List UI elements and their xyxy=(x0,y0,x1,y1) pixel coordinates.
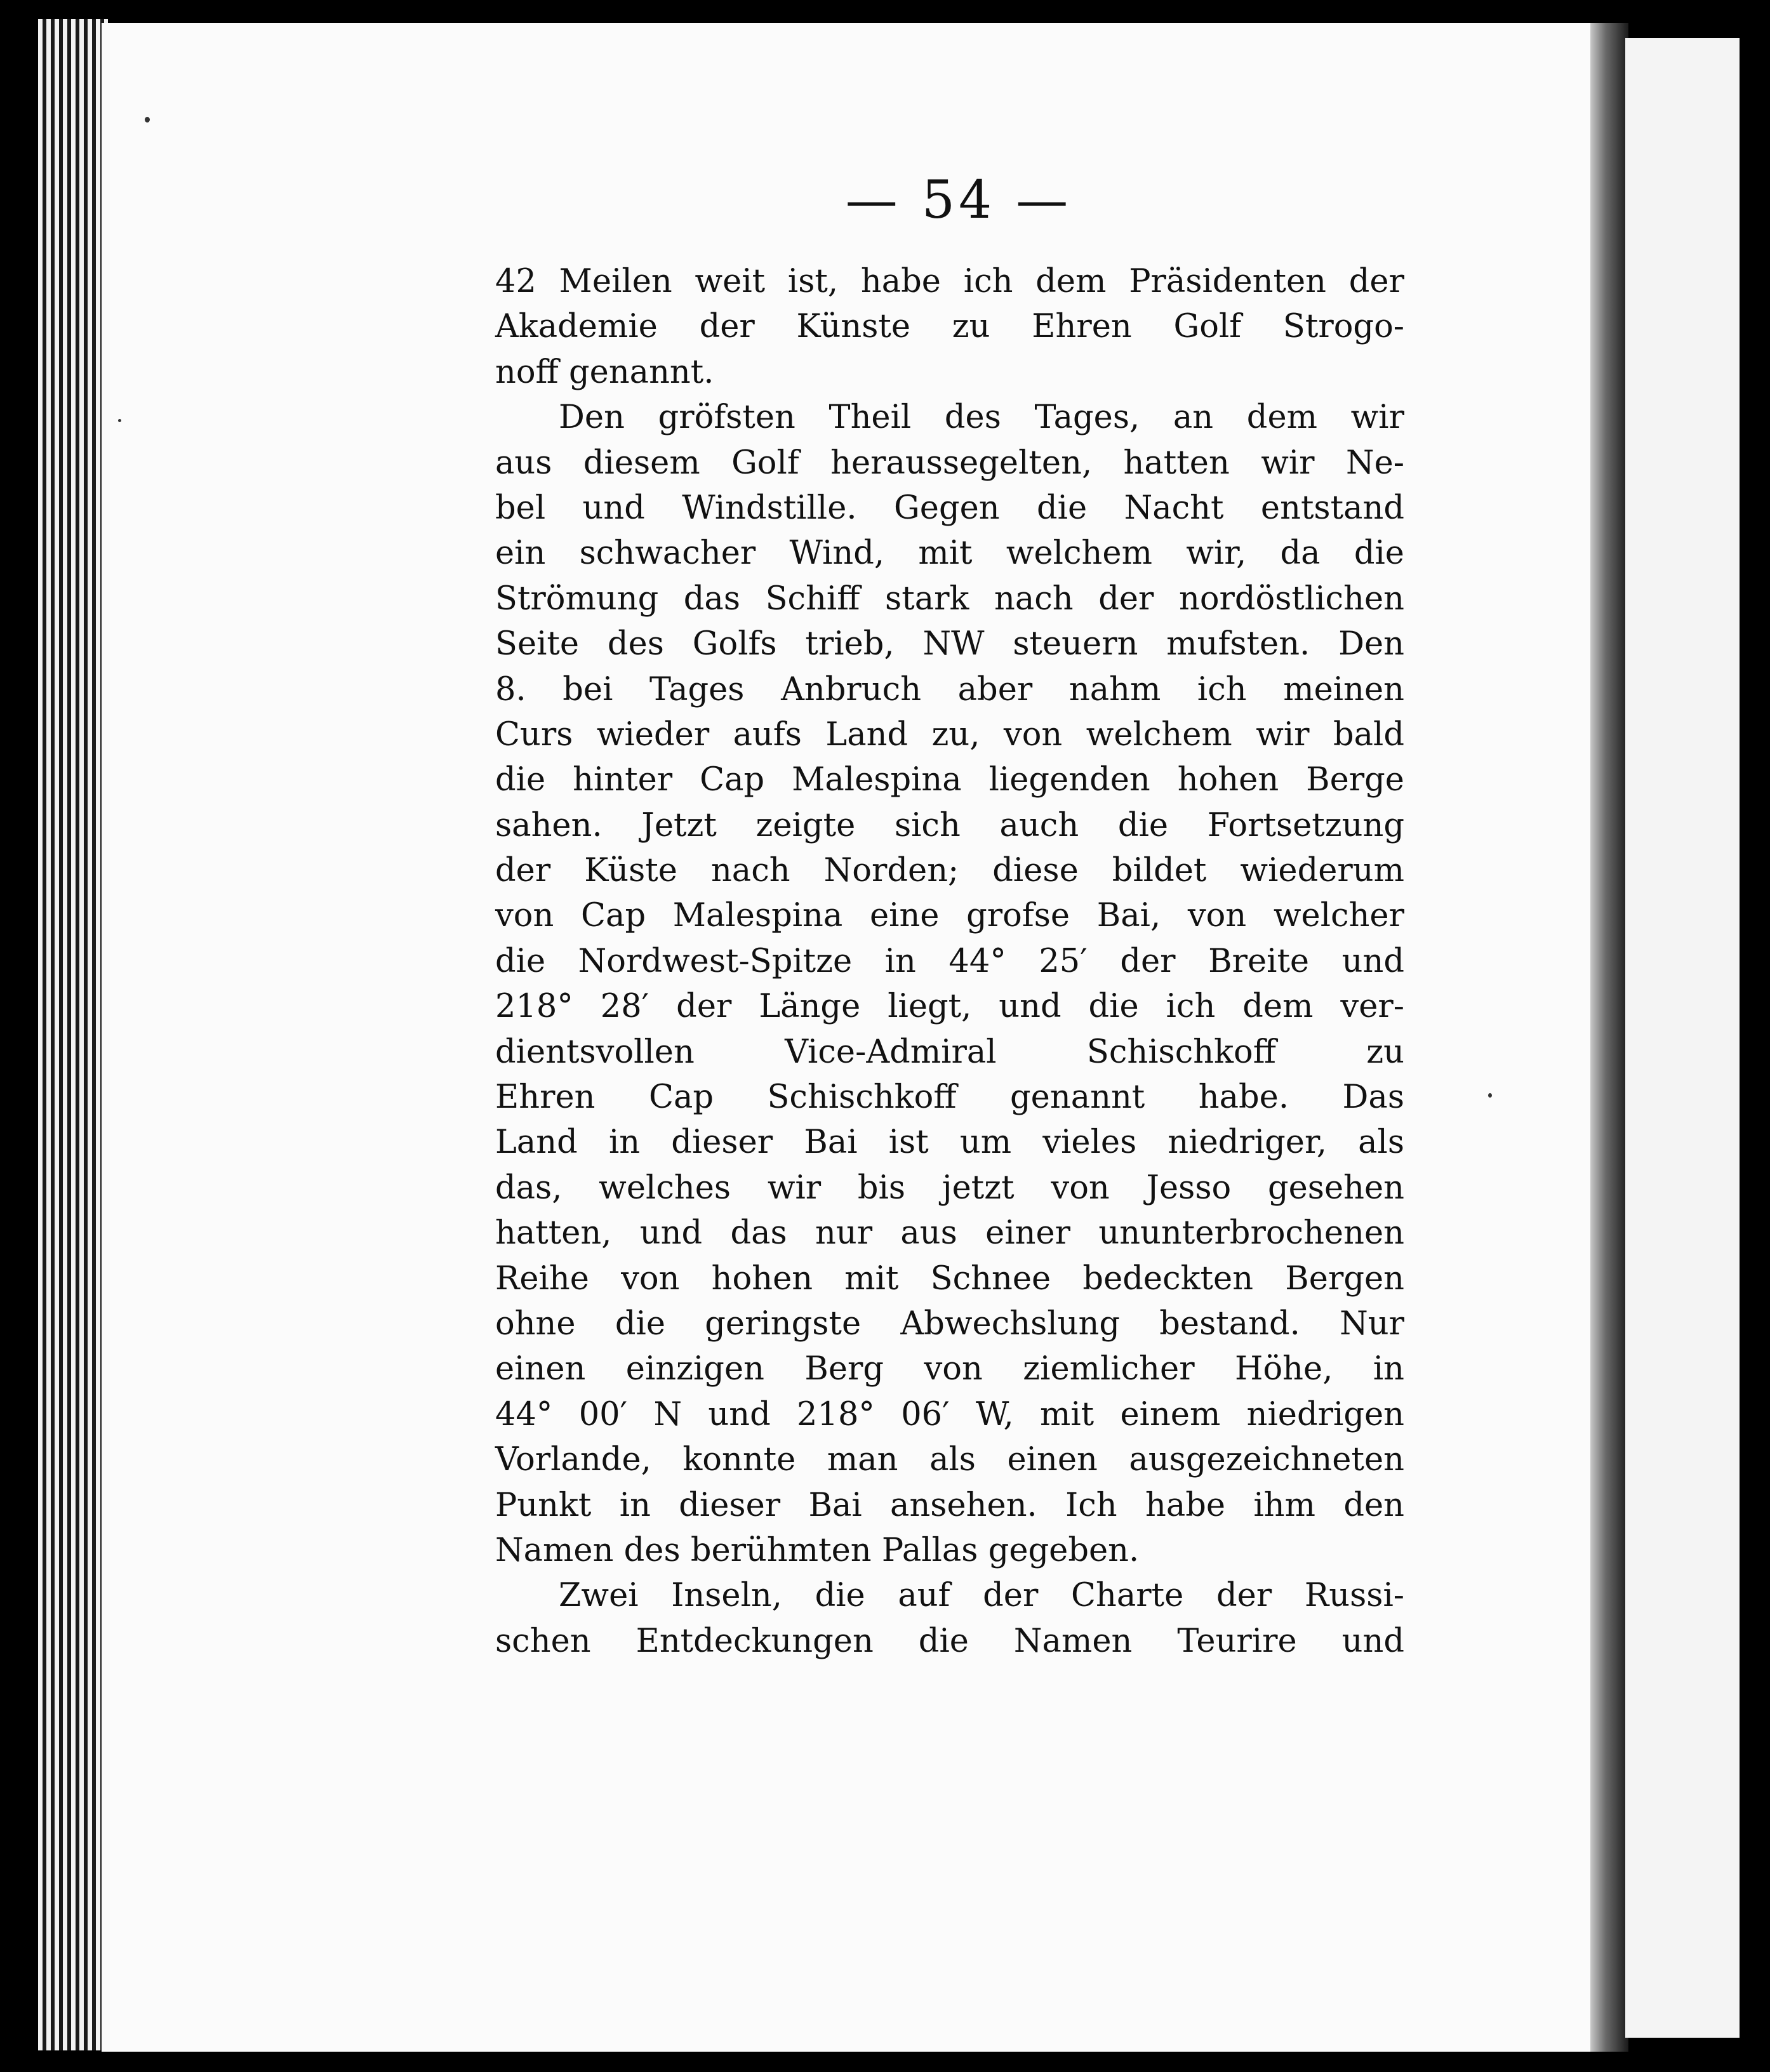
text-line: hatten, und das nur aus einer ununterbrochenen xyxy=(495,1214,1404,1252)
text-line: sahen. Jetzt zeigte sich auch die Fortsetzung xyxy=(495,806,1404,844)
text-line: Zwei Inseln, die auf der Charte der Russi- xyxy=(559,1577,1404,1615)
text-line: ohne die geringste Abwechslung bestand. Nur xyxy=(495,1305,1404,1343)
text-line: 44° 00′ N und 218° 06′ W, mit einem niedrigen xyxy=(495,1395,1404,1433)
text-line: die hinter Cap Malespina liegenden hohen Berge xyxy=(495,761,1404,799)
text-line: Ehren Cap Schischkoff genannt habe. Das xyxy=(495,1079,1404,1117)
text-line: 8. bei Tages Anbruch aber nahm ich meinen xyxy=(495,670,1404,708)
dust-speck xyxy=(118,419,121,422)
text-line: das, welches wir bis jetzt von Jesso gesehen xyxy=(495,1169,1404,1207)
text-line: Vorlande, konnte man als einen ausgezeichneten xyxy=(495,1441,1404,1479)
dust-speck xyxy=(1488,1093,1492,1098)
text-line: Seite des Golfs trieb, NW steuern mufsten. Den xyxy=(495,625,1404,663)
text-line: Curs wieder aufs Land zu, von welchem wir bald xyxy=(495,715,1404,754)
text-line: der Küste nach Norden; diese bildet wiederum xyxy=(495,852,1404,890)
text-line: Land in dieser Bai ist um vieles niedriger, als xyxy=(495,1124,1404,1162)
body-text xyxy=(495,259,1404,1664)
text-line: Punkt in dieser Bai ansehen. Ich habe ihm den xyxy=(495,1486,1404,1524)
adjacent-page-edge xyxy=(1625,38,1740,2038)
text-line: noff genannt. xyxy=(495,353,714,391)
text-line: 218° 28′ der Länge liegt, und die ich dem ver- xyxy=(495,988,1404,1026)
text-line: von Cap Malespina eine grofse Bai, von welcher xyxy=(495,897,1404,935)
book-page-edges xyxy=(38,19,108,2050)
text-line: schen Entdeckungen die Namen Teurire und xyxy=(495,1622,1404,1660)
text-line: einen einzigen Berg von ziemlicher Höhe, in xyxy=(495,1350,1404,1388)
text-line: dientsvollen Vice-Admiral Schischkoff zu xyxy=(495,1033,1404,1071)
text-line: Reihe von hohen mit Schnee bedeckten Bergen xyxy=(495,1259,1404,1298)
page-number-header: — 54 — xyxy=(845,170,1072,230)
book-gutter xyxy=(1590,23,1628,2052)
text-line: bel und Windstille. Gegen die Nacht entstand xyxy=(495,489,1404,527)
text-line: die Nordwest-Spitze in 44° 25′ der Breite und xyxy=(495,942,1404,980)
dust-speck xyxy=(145,117,150,123)
text-line: Den gröfsten Theil des Tages, an dem wir xyxy=(559,399,1404,437)
text-line: aus diesem Golf heraussegelten, hatten wir Ne- xyxy=(495,444,1404,482)
text-line: Akademie der Künste zu Ehren Golf Strogo- xyxy=(495,308,1404,346)
text-line: ein schwacher Wind, mit welchem wir, da die xyxy=(495,535,1404,573)
text-line: Namen des berühmten Pallas gegeben. xyxy=(495,1531,1140,1569)
text-line: 42 Meilen weit ist, habe ich dem Präsidenten der xyxy=(495,263,1404,300)
text-line: Strömung das Schiff stark nach der nordöstlichen xyxy=(495,580,1404,618)
